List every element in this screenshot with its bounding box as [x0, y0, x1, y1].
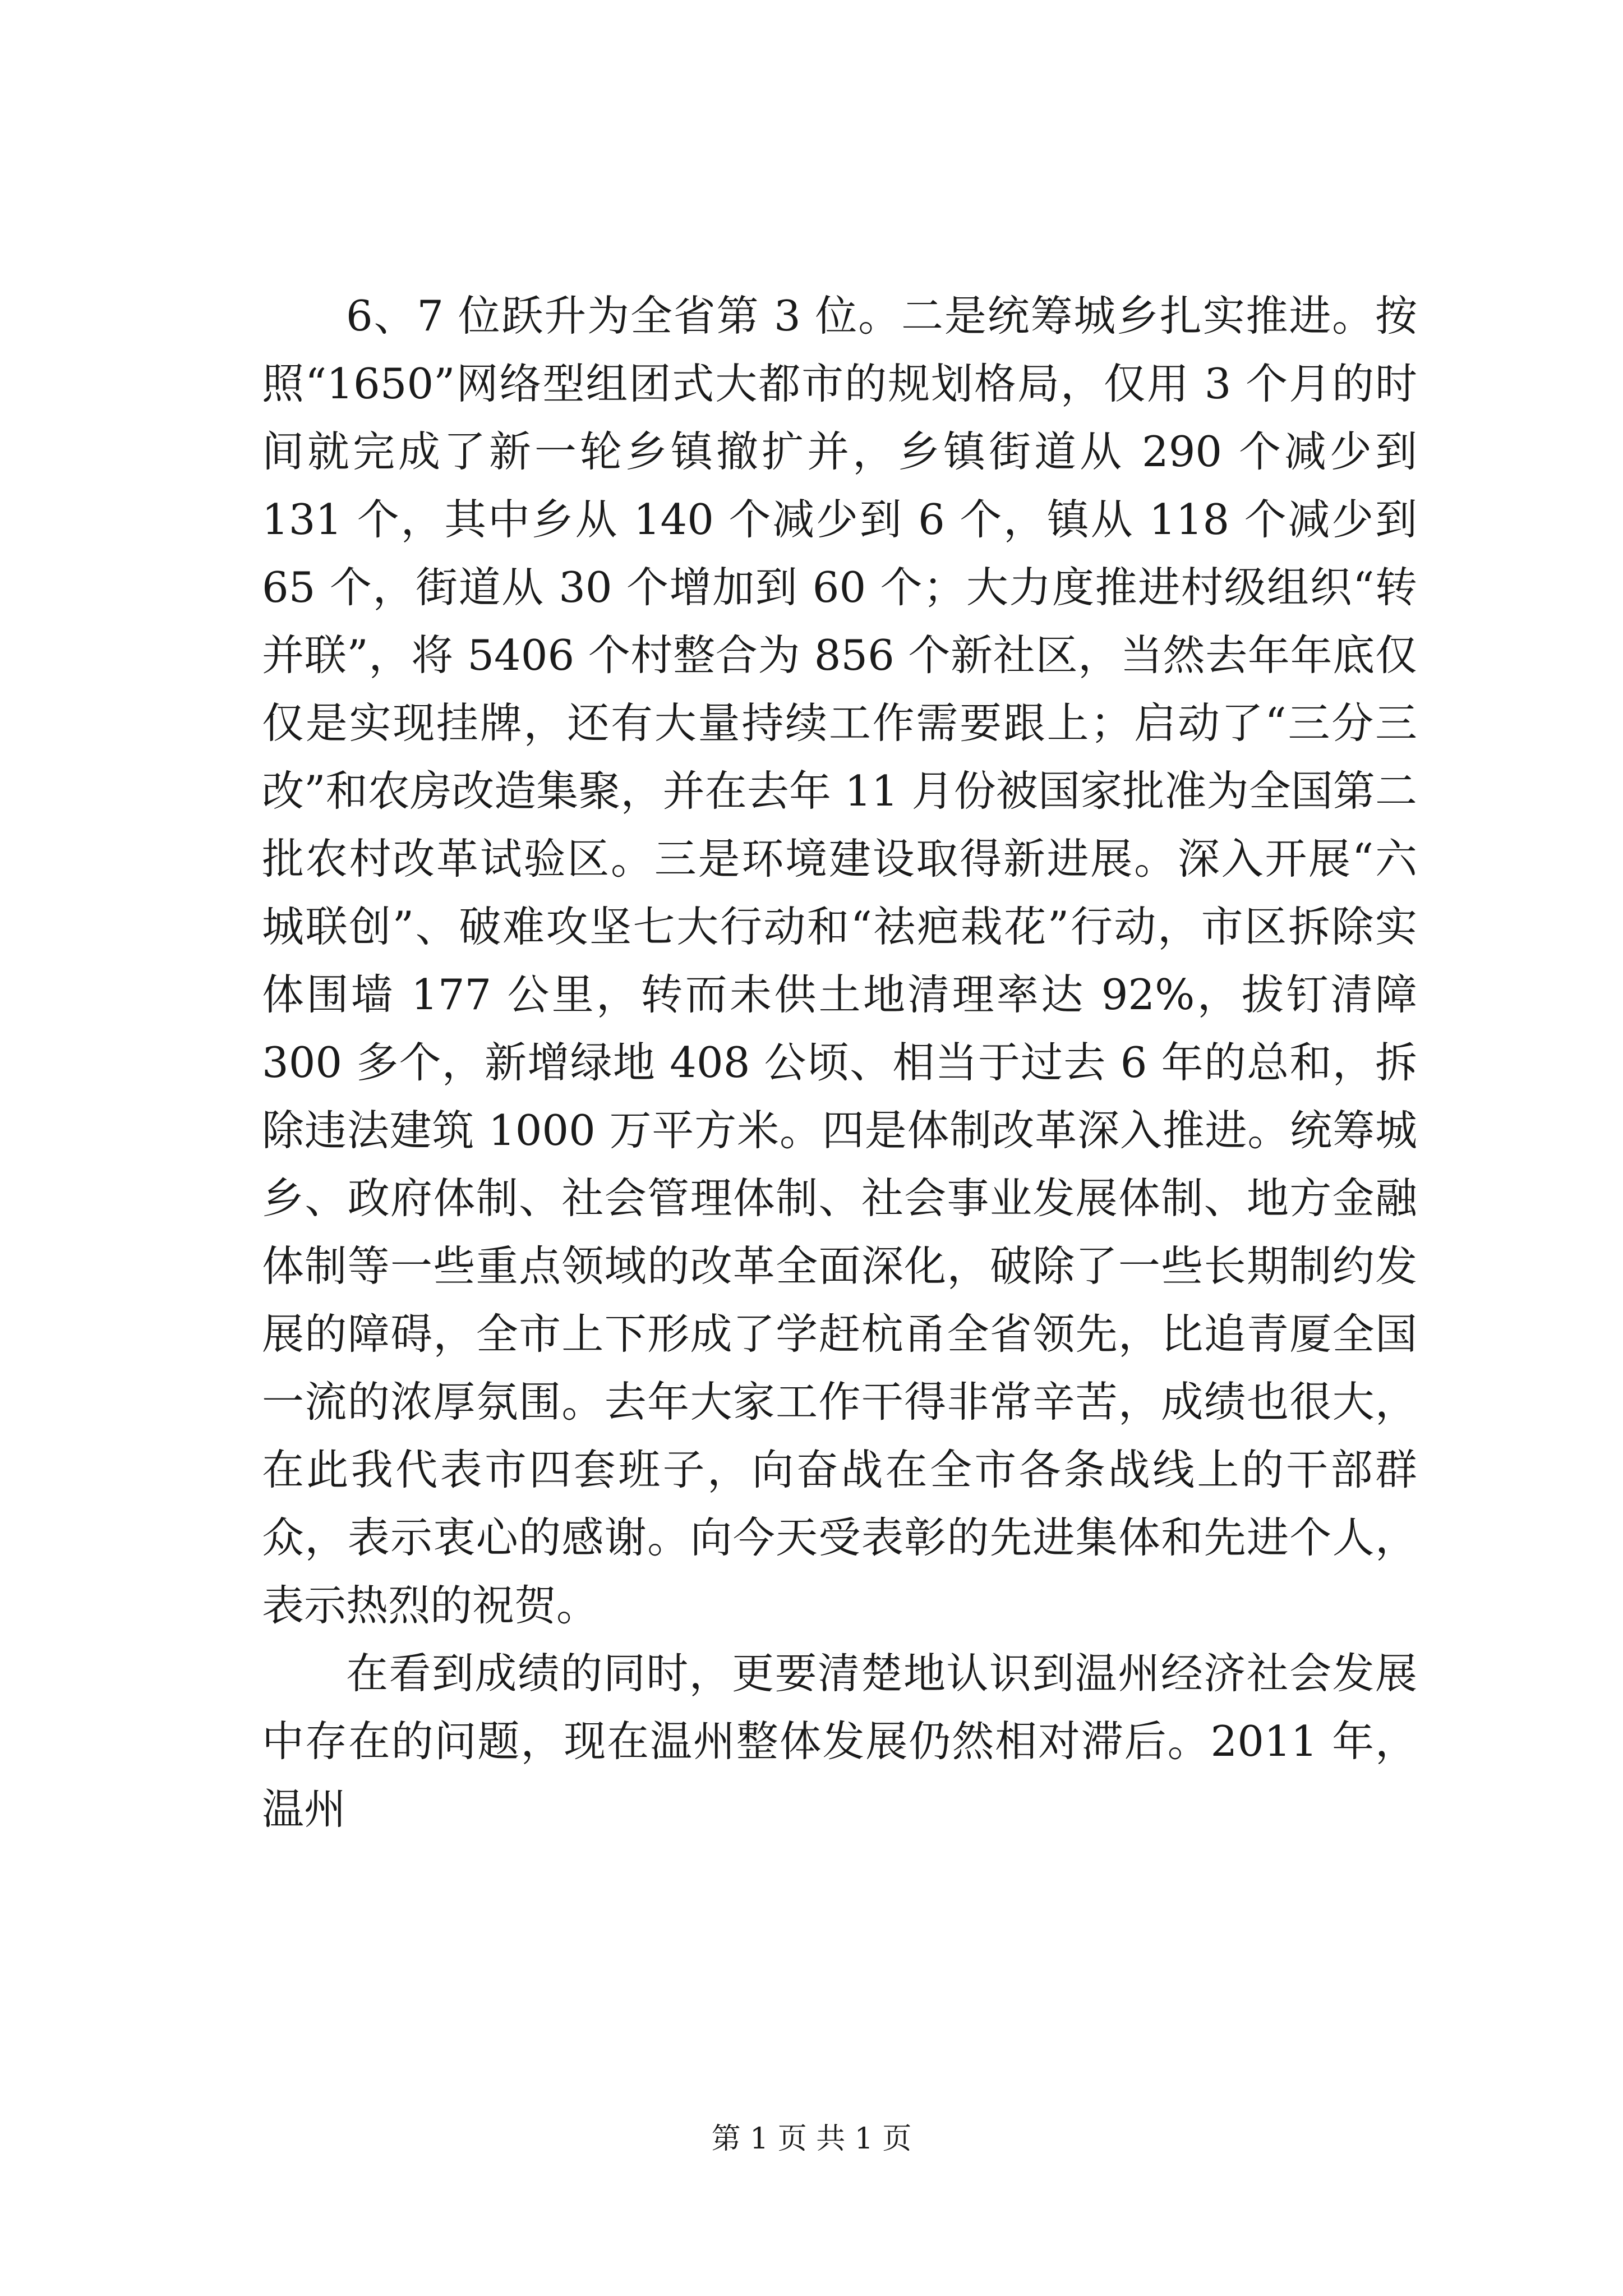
- page-footer: [0, 2119, 1623, 2159]
- page-number: 第 1 页 共 1 页: [711, 2122, 912, 2156]
- paragraph: 在看到成绩的同时，更要清楚地认识到温州经济社会发展中存在的问题，现在温州整体发展仍然相对滞后。2011 年，温州: [262, 1649, 1417, 1834]
- document-body: [262, 282, 1417, 1843]
- paragraph: 6、7 位跃升为全省第 3 位。二是统筹城乡扎实推进。按照“1650”网络型组团式大都市的规划格局，仅用 3 个月的时间就完成了新一轮乡镇撤扩并，乡镇街道从 290 个减少到 131 个，其中乡从 140 个减少到 6 个，镇从 118 个减少到 65 个，街道从 30 个增加到 60 个；大力度推进村级组织“转并联”，将 5406 个村整合为 856 个新社区，当然去年年底仅仅是实现挂牌，还有大量持续工作需要跟上；启动了“三分三改”和农房改造集聚，并在去年 11 月份被国家批准为全国第二批农村改革试验区。三是环境建设取得新进展。深入开展“六城联创”、破难攻坚七大行动和“祛疤栽花”行动，市区拆除实体围墙 177 公里，转而未供土地清理率达 92%，拔钉清障 300 多个，新增绿地 408 公顷、相当于过去 6 年的总和，拆除违法建筑 1000 万平方米。四是体制改革深入推进。统筹城乡、政府体制、社会管理体制、社会事业发展体制、地方金融体制等一些重点领域的改革全面深化，破除了一些长期制约发展的障碍，全市上下形成了学赶杭甬全省领先，比追青厦全国一流的浓厚氛围。去年大家工作干得非常辛苦，成绩也很大，在此我代表市四套班子，向奋战在全市各条战线上的干部群众，表示衷心的感谢。向今天受表彰的先进集体和先进个人，表示热烈的祝贺。: [262, 291, 1417, 1630]
